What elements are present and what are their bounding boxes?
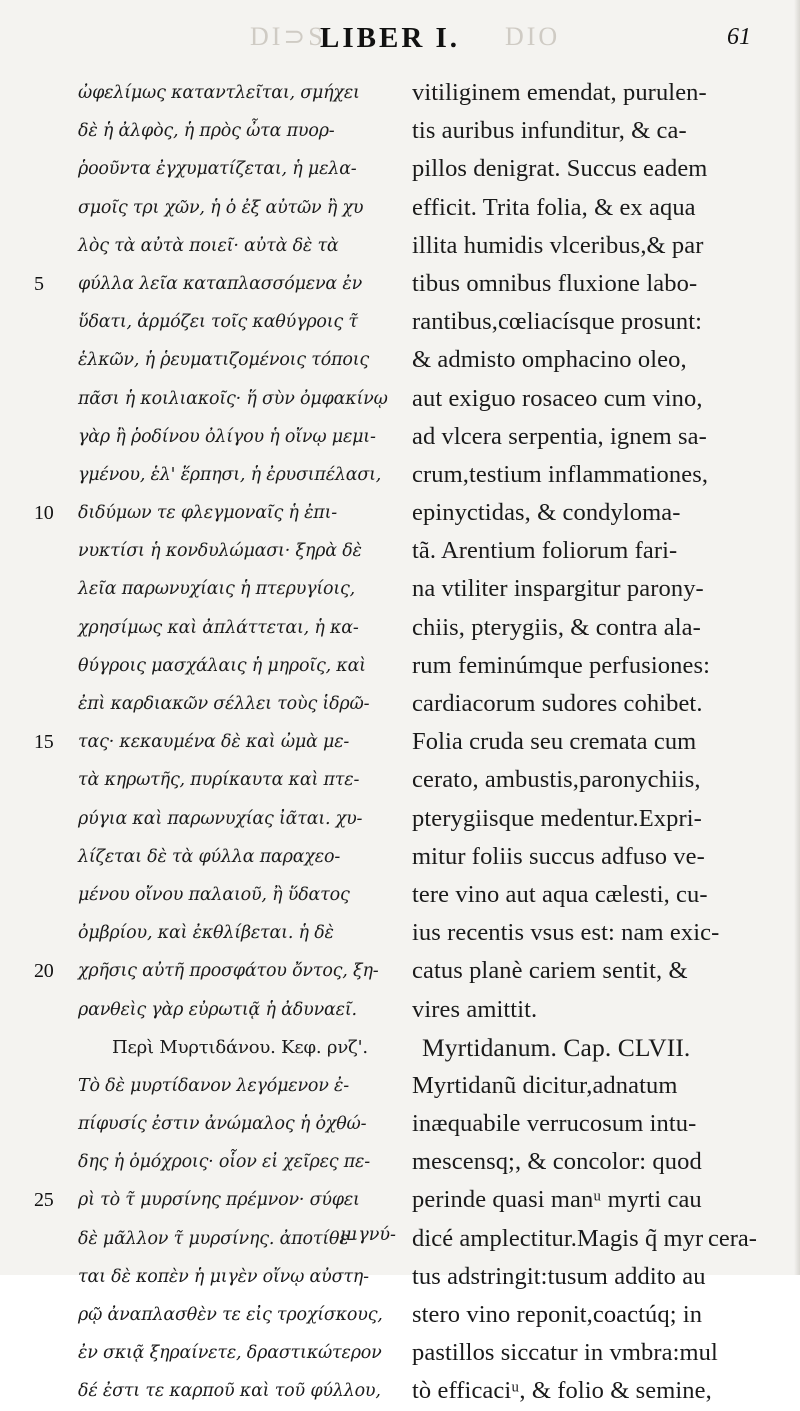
latin-column [412, 74, 792, 1411]
latin-line-text: cardiacorum sudores cohibet. [412, 690, 703, 717]
latin-line-text: illita humidis vlceribus,& par [412, 231, 704, 259]
latin-line-text: pastillos siccatur in vmbra:mul [412, 1339, 718, 1367]
greek-line-text: Τὸ δὲ μυρτίδανον λεγόμενον ἐ- [78, 1075, 349, 1096]
latin-text-line [412, 952, 792, 990]
latin-line-text: mitur foliis succus adfuso ve- [412, 842, 705, 870]
greek-line-text: γμένου, ἑλ' ἕρπησι, ἡ ἐρυσιπέλασι, [78, 464, 382, 485]
greek-text-line [78, 647, 398, 685]
latin-text-line [412, 494, 792, 532]
greek-line-text: πίφυσίς ἐστιν ἀνώμαλος ἡ ὀχθώ- [78, 1114, 367, 1135]
latin-line-text: vitiliginem emendat, purulen- [412, 79, 707, 106]
greek-text-line [78, 418, 398, 456]
latin-text-line [412, 570, 792, 608]
greek-text-line [34, 952, 398, 990]
latin-text-line [412, 456, 792, 494]
greek-text-line [78, 876, 398, 914]
latin-line-text: tibus omnibus fluxione labo- [412, 269, 698, 297]
latin-line-text: pterygiisque medentur.Expri- [412, 804, 702, 832]
greek-text-line [78, 341, 398, 379]
latin-line-text: efficit. Trita folia, & ex aqua [412, 193, 696, 221]
greek-line-text: τας· κεκαυμένα δὲ καὶ ὠμὰ με- [78, 732, 350, 753]
page-edge-shadow [794, 0, 800, 1275]
greek-column [34, 74, 398, 1411]
greek-line-text: λίζεται δὲ τὰ φύλλα παραχεο- [78, 846, 341, 867]
latin-text-line [412, 838, 792, 876]
greek-text-line [78, 1296, 398, 1334]
latin-text-line [412, 265, 792, 303]
greek-line-text: μένου οἴνου παλαιοῦ, ἢ ὕδατος [78, 884, 350, 905]
latin-text-line [412, 1258, 792, 1296]
greek-text-line [78, 456, 398, 494]
greek-text-line [34, 723, 398, 761]
latin-line-text: cerato, ambustis,paronychiis, [412, 766, 701, 794]
latin-line-text: Myrtidanum. Cap. CLVII. [422, 1032, 691, 1062]
latin-line-text: tus adstringit:tusum addito au [412, 1262, 706, 1290]
greek-line-text: ρύγια καὶ παρωνυχίας ἰᾶται. χυ- [78, 808, 363, 829]
latin-text-line [412, 341, 792, 379]
greek-text-line [78, 838, 398, 876]
latin-line-text: ius recentis vsus est: nam exic- [412, 919, 720, 947]
latin-text-line [412, 609, 792, 647]
latin-line-text: aut exiguo rosaceo cum vino, [412, 384, 703, 412]
greek-text-line [78, 570, 398, 608]
latin-line-text: crum,testium inflammationes, [412, 460, 709, 488]
latin-line-text: pillos denigrat. Succus eadem [412, 155, 708, 183]
greek-line-text: τὰ κηρωτῆς, πυρίκαυτα καὶ πτε- [78, 770, 360, 791]
latin-line-text: tò efficaciᵘ, & folio & semine, [412, 1377, 712, 1405]
latin-line-text: tã. Arentium foliorum fari- [412, 537, 678, 565]
latin-text-line [412, 380, 792, 418]
greek-text-line [78, 303, 398, 341]
greek-line-text: ται δὲ κοπὲν ἡ μιγὲν οἴνῳ αὐστη- [78, 1266, 369, 1287]
greek-line-text: ρανθεὶς γὰρ εὐρωτιᾷ ἡ ἀδυναεῖ. [78, 999, 357, 1020]
latin-line-text: inæquabile verrucosum intu- [412, 1110, 697, 1138]
greek-text-line [78, 1143, 398, 1181]
greek-text-line [78, 1067, 398, 1105]
greek-line-text: λὸς τὰ αὐτὰ ποιεῖ· αὐτὰ δὲ τὰ [78, 235, 339, 256]
latin-line-text: na vtiliter inspargitur parony- [412, 575, 704, 603]
line-number-marker: 20 [34, 960, 54, 983]
greek-line-text: δέ ἐστι τε καρποῦ καὶ τοῦ φύλλου, [78, 1381, 381, 1402]
latin-line-text: rantibus,cœliacísque prosunt: [412, 308, 703, 336]
greek-line-text: ρῷ ἀναπλασθὲν τε εἰς τροχίσκους, [78, 1305, 383, 1325]
greek-text-line [78, 800, 398, 838]
line-number-marker: 5 [34, 272, 44, 295]
latin-line-text: mescensq;, & concolor: quod [412, 1148, 702, 1176]
greek-text-line [78, 914, 398, 952]
greek-chapter-heading [78, 1029, 398, 1067]
latin-text-line [412, 74, 792, 112]
greek-text-line [78, 1334, 398, 1372]
greek-text-line [78, 685, 398, 723]
latin-text-line [412, 112, 792, 150]
greek-line-text: δης ἡ ὁμόχροις· οἷον εἰ χεῖρες πε- [78, 1152, 370, 1173]
show-through-text-left: DI⊃S [250, 22, 326, 51]
line-number-marker: 15 [34, 731, 54, 754]
latin-text-line [412, 723, 792, 761]
latin-text-line [412, 647, 792, 685]
greek-line-text: ἑλκῶν, ἡ ῥευματιζομένοις τόποις [78, 350, 369, 371]
latin-text-line [412, 876, 792, 914]
greek-line-text: ἐν σκιᾷ ξηραίνετε, δραστικώτερον [78, 1343, 382, 1364]
greek-line-text: ἐπὶ καρδιακῶν σέλλει τοὺς ἱδρῶ- [78, 694, 370, 714]
greek-line-text: ῥοοῦντα ἐγχυματίζεται, ἡ μελα- [78, 159, 357, 180]
latin-line-text: tis auribus infunditur, & ca- [412, 117, 687, 145]
latin-text-line [412, 1181, 792, 1219]
latin-text-line [412, 991, 792, 1029]
greek-text-line [78, 112, 398, 150]
greek-text-line [78, 150, 398, 188]
greek-line-text: διδύμων τε φλεγμοναῖς ἡ ἐπι- [78, 503, 337, 524]
greek-text-line [78, 532, 398, 570]
greek-line-text: θύγροις μασχάλαις ἡ μηροῖς, καὶ [78, 655, 366, 676]
latin-line-text: dicé amplectitur.Magis q̃ myr [412, 1224, 704, 1252]
greek-text-line [78, 74, 398, 112]
greek-line-text: σμοῖς τρι χῶν, ἡ ὁ ἐξ αὐτῶν ἢ χυ [78, 197, 364, 218]
greek-text-line [34, 1181, 398, 1219]
latin-text-line [412, 761, 792, 799]
latin-line-text: perinde quasi manᵘ myrti cau [412, 1186, 702, 1214]
latin-text-line [412, 189, 792, 227]
latin-line-text: epinyctidas, & condyloma- [412, 499, 681, 527]
greek-line-text: ρὶ τὸ τ̃ μυρσίνης πρέμνον· σύφει [78, 1190, 360, 1211]
greek-line-text: ὕδατι, ἁρμόζει τοῖς καθύγροις τ̃ [78, 312, 358, 333]
greek-line-text: δὲ μᾶλλον τ̃ μυρσίνης. ἀποτίθε- [78, 1228, 355, 1249]
latin-line-text: chiis, pterygiis, & contra ala- [412, 613, 701, 641]
greek-line-text: ὀμβρίου, καὶ ἐκθλίβεται. ἡ δὲ [78, 923, 334, 944]
greek-line-text: πᾶσι ἡ κοιλιακοῖς· ἥ σὺν ὀμφακίνῳ [78, 388, 388, 409]
greek-line-text: γὰρ ἢ ῥοδίνου ὀλίγου ἡ οἴνῳ μεμι- [78, 426, 376, 447]
latin-line-text: Folia cruda seu cremata cum [412, 728, 697, 756]
latin-line-text: Myrtidanũ dicitur,adnatum [412, 1071, 678, 1099]
running-head: LIBER I. [320, 22, 461, 54]
greek-line-text: χρῆσις αὐτῆ προσφάτου ὄντος, ξη- [78, 961, 379, 982]
greek-line-text: φύλλα λεῖα καταπλασσόμενα ἐν [78, 273, 363, 294]
greek-text-line [78, 380, 398, 418]
latin-text-line [412, 150, 792, 188]
latin-text-line [412, 685, 792, 723]
latin-line-text: ad vlcera serpentia, ignem sa- [412, 422, 707, 450]
latin-chapter-heading [412, 1029, 792, 1067]
latin-line-text: rum feminúmque perfusiones: [412, 651, 710, 679]
greek-text-line [34, 494, 398, 532]
latin-text-line [412, 1105, 792, 1143]
greek-text-line [78, 1372, 398, 1410]
line-number-marker: 10 [34, 502, 54, 525]
greek-catchword: μιγνύ- [340, 1225, 396, 1245]
latin-text-line [412, 418, 792, 456]
greek-line-text: χρησίμως καὶ ἀπλάττεται, ἡ κα- [78, 617, 359, 638]
latin-line-text: catus planè cariem sentit, & [412, 957, 688, 985]
greek-line-text: δὲ ἡ ἀλφὸς, ἡ πρὸς ὦτα πυορ- [78, 121, 335, 142]
greek-line-text: Περὶ Μυρτιδάνου. Κεφ. ρνζ'. [112, 1036, 368, 1058]
latin-text-line [412, 303, 792, 341]
latin-text-line [412, 914, 792, 952]
latin-text-line [412, 1334, 792, 1372]
greek-line-text: λεῖα παρωνυχίαις ἡ πτερυγίοις, [78, 579, 356, 600]
greek-text-line [78, 761, 398, 799]
latin-line-text: stero vino reponit,coactúq; in [412, 1301, 703, 1328]
greek-text-line [78, 609, 398, 647]
show-through-text-right: DIO [505, 22, 561, 51]
line-number-marker: 25 [34, 1189, 54, 1212]
latin-text-line [412, 1143, 792, 1181]
latin-text-line [412, 1296, 792, 1334]
latin-text-line [412, 532, 792, 570]
latin-line-text: vires amittit. [412, 995, 538, 1023]
greek-line-text: νυκτίσι ἡ κονδυλώμασι· ξηρὰ δὲ [78, 541, 362, 562]
page-number: 61 [727, 24, 751, 50]
latin-text-line [412, 227, 792, 265]
greek-text-line [78, 991, 398, 1029]
latin-text-line [412, 800, 792, 838]
greek-text-line [78, 227, 398, 265]
greek-text-line [78, 1105, 398, 1143]
greek-text-line [78, 1258, 398, 1296]
latin-text-line [412, 1067, 792, 1105]
greek-text-line [34, 265, 398, 303]
latin-line-text: tere vino aut aqua cælesti, cu- [412, 880, 708, 908]
latin-catchword: cera- [708, 1225, 757, 1252]
latin-line-text: & admisto omphacino oleo, [412, 346, 687, 374]
greek-text-line [78, 189, 398, 227]
page-header [0, 22, 800, 62]
latin-text-line [412, 1372, 792, 1410]
greek-line-text: ὠφελίμως καταντλεῖται, σμήχει [78, 83, 360, 103]
